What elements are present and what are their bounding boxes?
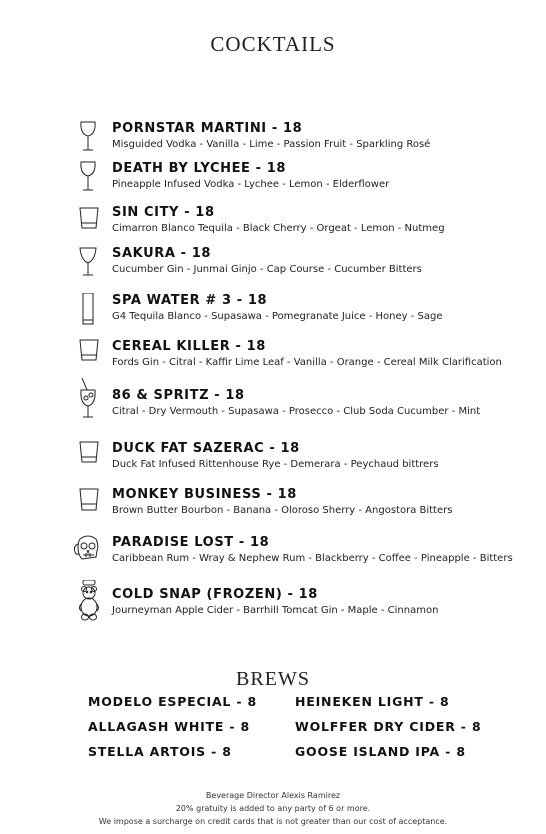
cocktail-name: CEREAL KILLER - 18	[112, 339, 266, 354]
cocktail-name: DEATH BY LYCHEE - 18	[112, 161, 287, 176]
footer-director: Beverage Director Alexis Ramirez	[205, 791, 341, 800]
cocktail-item	[0, 339, 546, 379]
rocks-glass-icon	[76, 441, 102, 477]
cocktail-name: SIN CITY - 18	[112, 205, 215, 220]
cocktail-name: COLD SNAP (FROZEN) - 18	[112, 587, 318, 602]
coupe-glass-icon	[76, 161, 102, 197]
footer-surcharge: We impose a surcharge on credit cards that is not greater than our cost of acceptance.	[98, 817, 448, 826]
cocktail-item	[0, 293, 546, 333]
footer-gratuity: 20% gratuity is added to any party of 6 or more.	[175, 804, 371, 813]
rocks-glass-icon	[76, 487, 102, 523]
cocktail-ingredients: Journeyman Apple Cider - Barrhill Tomcat Gin - Maple - Cinnamon	[112, 605, 439, 616]
cocktail-name: MONKEY BUSINESS - 18	[112, 487, 297, 502]
cocktail-name: SPA WATER # 3 - 18	[112, 293, 268, 308]
cocktail-ingredients: Citral - Dry Vermouth - Supasawa - Prosecco - Club Soda Cucumber - Mint	[112, 406, 481, 417]
brew-item: STELLA ARTOIS - 8	[88, 744, 232, 759]
cocktail-name: PARADISE LOST - 18	[112, 535, 270, 550]
rocks-glass-icon	[76, 205, 102, 241]
cocktail-item	[0, 487, 546, 527]
brew-item: HEINEKEN LIGHT - 8	[295, 694, 450, 709]
brew-item: ALLAGASH WHITE - 8	[88, 719, 250, 734]
brew-item: WOLFFER DRY CIDER - 8	[295, 719, 482, 734]
bear-jar-icon	[76, 580, 102, 624]
cocktail-ingredients: Duck Fat Infused Rittenhouse Rye - Demerara - Peychaud bittrers	[112, 459, 439, 470]
cocktail-item	[0, 441, 546, 481]
coupe-glass-icon	[76, 121, 102, 157]
brew-item: GOOSE ISLAND IPA - 8	[295, 744, 466, 759]
cocktail-ingredients: Pineapple Infused Vodka - Lychee - Lemon - Elderflower	[112, 179, 390, 190]
cocktail-ingredients: Brown Butter Bourbon - Banana - Oloroso Sherry - Angostora Bitters	[112, 505, 453, 516]
cocktail-name: DUCK FAT SAZERAC - 18	[112, 441, 300, 456]
cocktail-item	[0, 587, 546, 627]
cocktail-ingredients: Cimarron Blanco Tequila - Black Cherry - Orgeat - Lemon - Nutmeg	[112, 223, 445, 234]
cocktail-ingredients: Cucumber Gin - Junmai Ginjo - Cap Course - Cucumber Bitters	[112, 264, 422, 275]
wine-glass-icon	[76, 378, 102, 422]
cocktail-item	[0, 535, 546, 575]
brew-item: MODELO ESPECIAL - 8	[88, 694, 257, 709]
cocktail-name: PORNSTAR MARTINI - 18	[112, 121, 303, 136]
skull-mug-icon	[72, 535, 104, 571]
cocktail-item	[0, 161, 546, 201]
cocktail-item	[0, 205, 546, 245]
cocktail-item	[0, 121, 546, 161]
brews-title: BREWS	[236, 668, 310, 690]
cocktail-ingredients: G4 Tequila Blanco - Supasawa - Pomegranate Juice - Honey - Sage	[112, 311, 443, 322]
cocktails-title: COCKTAILS	[210, 32, 336, 56]
rocks-glass-icon	[76, 339, 102, 375]
cocktail-ingredients: Misguided Vodka - Vanilla - Lime - Passion Fruit - Sparkling Rosé	[112, 139, 431, 150]
cocktail-ingredients: Fords Gin - Citral - Kaffir Lime Leaf - Vanilla - Orange - Cereal Milk Clarification	[112, 357, 502, 368]
cocktail-name: 86 & SPRITZ - 18	[112, 388, 245, 403]
cocktail-name: SAKURA - 18	[112, 246, 212, 261]
collins-glass-icon	[76, 293, 102, 329]
cocktail-item	[0, 388, 546, 428]
cocktail-item	[0, 246, 546, 286]
cocktail-ingredients: Caribbean Rum - Wray & Nephew Rum - Blackberry - Coffee - Pineapple - Bitters	[112, 553, 513, 564]
martini-glass-icon	[76, 246, 102, 282]
